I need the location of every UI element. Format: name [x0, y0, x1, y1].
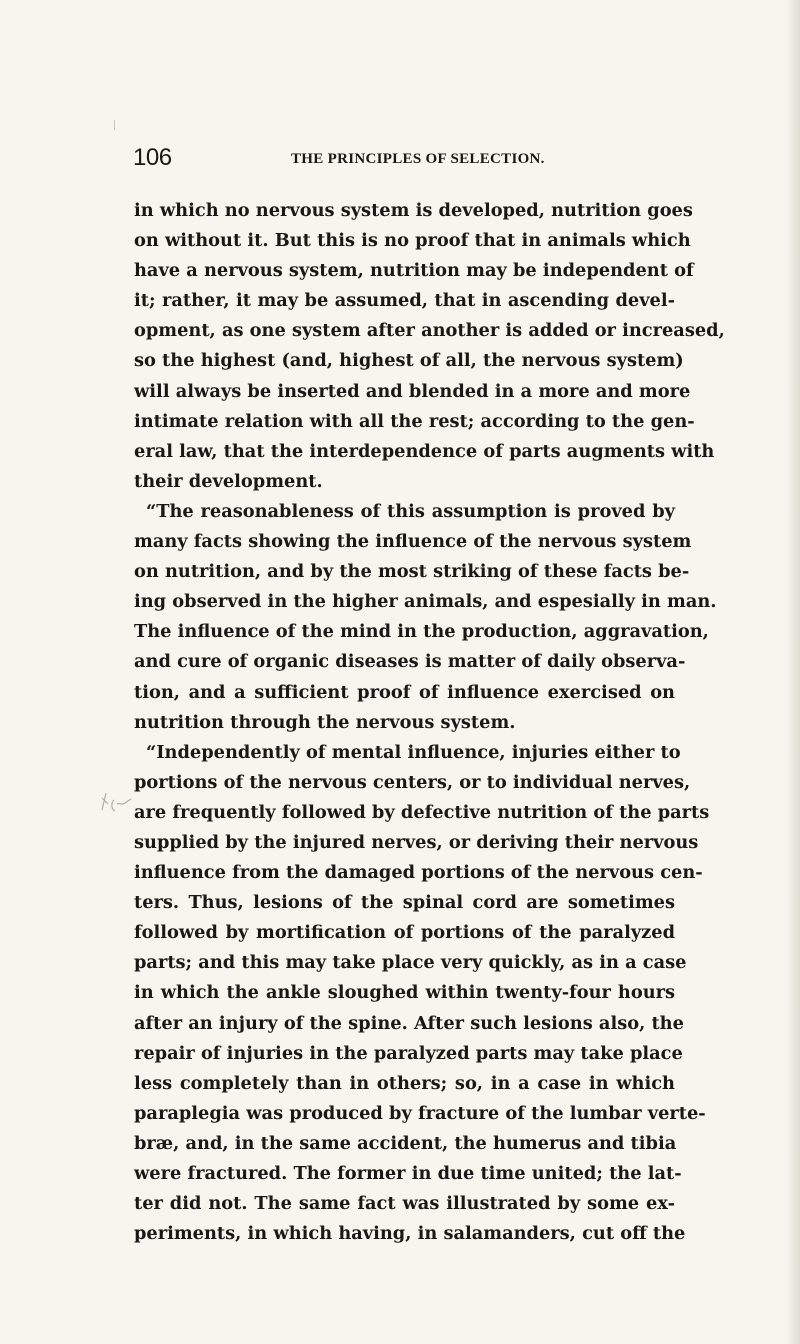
text-line: ters. Thus, lesions of the spinal cord are sometimes [134, 892, 675, 914]
text-line: tion, and a sufficient proof of influence exercised on [134, 681, 675, 703]
text-line: eral law, that the interdependence of parts augments with [134, 440, 715, 462]
text-line: supplied by the injured nerves, or deriving their nervous [134, 831, 699, 853]
text-line: after an injury of the spine. After such lesions also, the [134, 1012, 684, 1034]
text-line: opment, as one system after another is added or increased, [134, 320, 725, 342]
text-line: will always be inserted and blended in a more and more [134, 380, 691, 402]
text-line: are frequently followed by defective nutrition of the parts [134, 801, 710, 823]
scan-mark [114, 120, 115, 130]
text-line: and cure of organic diseases is matter of daily observa- [134, 651, 686, 673]
text-line: ing observed in the higher animals, and espesially in man. [134, 591, 717, 613]
text-line: on without it. But this is no proof that in animals which [134, 230, 691, 252]
text-line: it; rather, it may be assumed, that in ascending devel- [134, 290, 675, 312]
text-line: many facts showing the influence of the nervous system [134, 531, 692, 553]
text-line: were fractured. The former in due time united; the lat- [134, 1163, 682, 1184]
text-line: their development. [134, 470, 323, 492]
text-line: periments, in which having, in salamanders, cut off the [134, 1223, 686, 1245]
text-line: have a nervous system, nutrition may be independent of [134, 260, 694, 282]
text-line: influence from the damaged portions of the nervous cen- [134, 862, 703, 884]
text-line: bræ, and, in the same accident, the humerus and tibia [134, 1132, 677, 1154]
body-text [134, 196, 725, 1249]
text-line: paraplegia was produced by fracture of the lumbar verte- [134, 1102, 706, 1124]
text-line: portions of the nervous centers, or to individual nerves, [134, 771, 691, 793]
text-line: “Independently of mental influence, injuries either to [146, 741, 681, 763]
text-line: in which no nervous system is developed, nutrition goes [134, 200, 693, 221]
text-line: The influence of the mind in the production, aggravation, [134, 621, 709, 643]
text-line: intimate relation with all the rest; according to the gen- [134, 410, 695, 432]
page-edge-shadow [786, 0, 800, 1344]
text-line: “The reasonableness of this assumption is proved by [146, 500, 675, 522]
text-line: repair of injuries in the paralyzed parts may take place [134, 1042, 683, 1064]
text-line: so the highest (and, highest of all, the nervous system) [134, 350, 684, 372]
page-header [133, 146, 688, 176]
text-line: ter did not. The same fact was illustrated by some ex- [134, 1193, 675, 1215]
page-number: 106 [133, 144, 172, 171]
text-line: nutrition through the nervous system. [134, 711, 516, 733]
handwritten-margin-mark [98, 790, 136, 820]
text-line: on nutrition, and by the most striking of these facts be- [134, 561, 690, 583]
text-line: followed by mortification of portions of the paralyzed [134, 922, 675, 944]
running-title: THE PRINCIPLES OF SELECTION. [291, 151, 545, 167]
text-line: in which the ankle sloughed within twenty-four hours [134, 982, 675, 1004]
text-line: less completely than in others; so, in a case in which [134, 1072, 675, 1094]
text-line: parts; and this may take place very quickly, as in a case [134, 952, 687, 974]
